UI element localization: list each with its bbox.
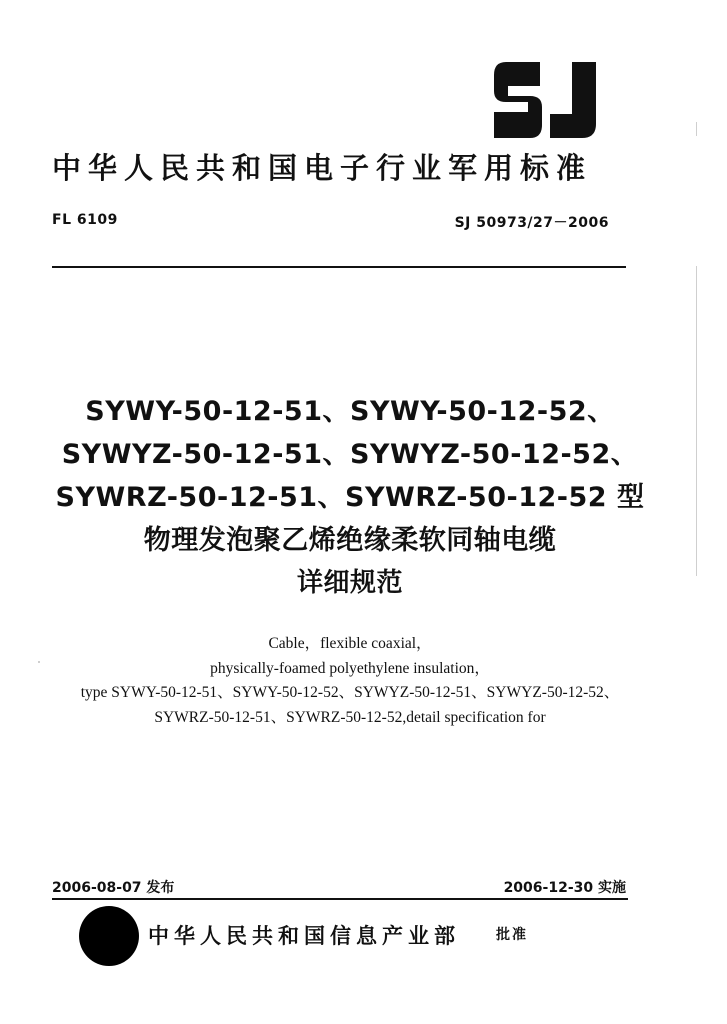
scan-edge-mark: [38, 661, 40, 663]
classification-code: FL 6109: [52, 212, 118, 228]
english-title: [20, 632, 680, 730]
sj-logo: [492, 58, 604, 142]
footer-divider: [52, 898, 628, 900]
sj-logo-mark: [492, 58, 604, 142]
title-line: SYWYZ-50-12-51、SYWYZ-50-12-52、: [61, 439, 639, 470]
english-title-line: type SYWY-50-12-51、SYWY-50-12-52、SYWYZ-50-12-51、SYWYZ-50-12-52、: [80, 684, 620, 701]
title-line: SYWRZ-50-12-51、SYWRZ-50-12-52 型: [55, 482, 645, 513]
scan-edge-mark: [696, 122, 697, 136]
english-title-line: SYWRZ-50-12-51、SYWRZ-50-12-52,detail specification for: [154, 708, 546, 726]
document-title: [20, 390, 680, 605]
issue-date: 2006-08-07 发布: [52, 880, 175, 896]
standard-category-title: 中华人民共和国电子行业军用标准: [52, 151, 593, 185]
implementation-date: 2006-12-30 实施: [503, 880, 626, 896]
header-divider: [52, 266, 626, 268]
standard-number: SJ 50973/27－2006: [454, 215, 609, 231]
issuer-seal: [79, 906, 139, 966]
english-title-line: Cable，flexible coaxial，: [268, 635, 432, 652]
title-line: 详细规范: [296, 568, 403, 598]
scan-edge-mark: [696, 266, 697, 576]
title-line: 物理发泡聚乙烯绝缘柔软同轴电缆: [143, 525, 557, 556]
title-line: SYWY-50-12-51、SYWY-50-12-52、: [85, 396, 615, 427]
approval-label: 批准: [496, 927, 528, 943]
english-title-line: physically-foamed polyethylene insulation，: [210, 659, 490, 677]
issuing-authority: 中华人民共和国信息产业部: [148, 924, 460, 948]
